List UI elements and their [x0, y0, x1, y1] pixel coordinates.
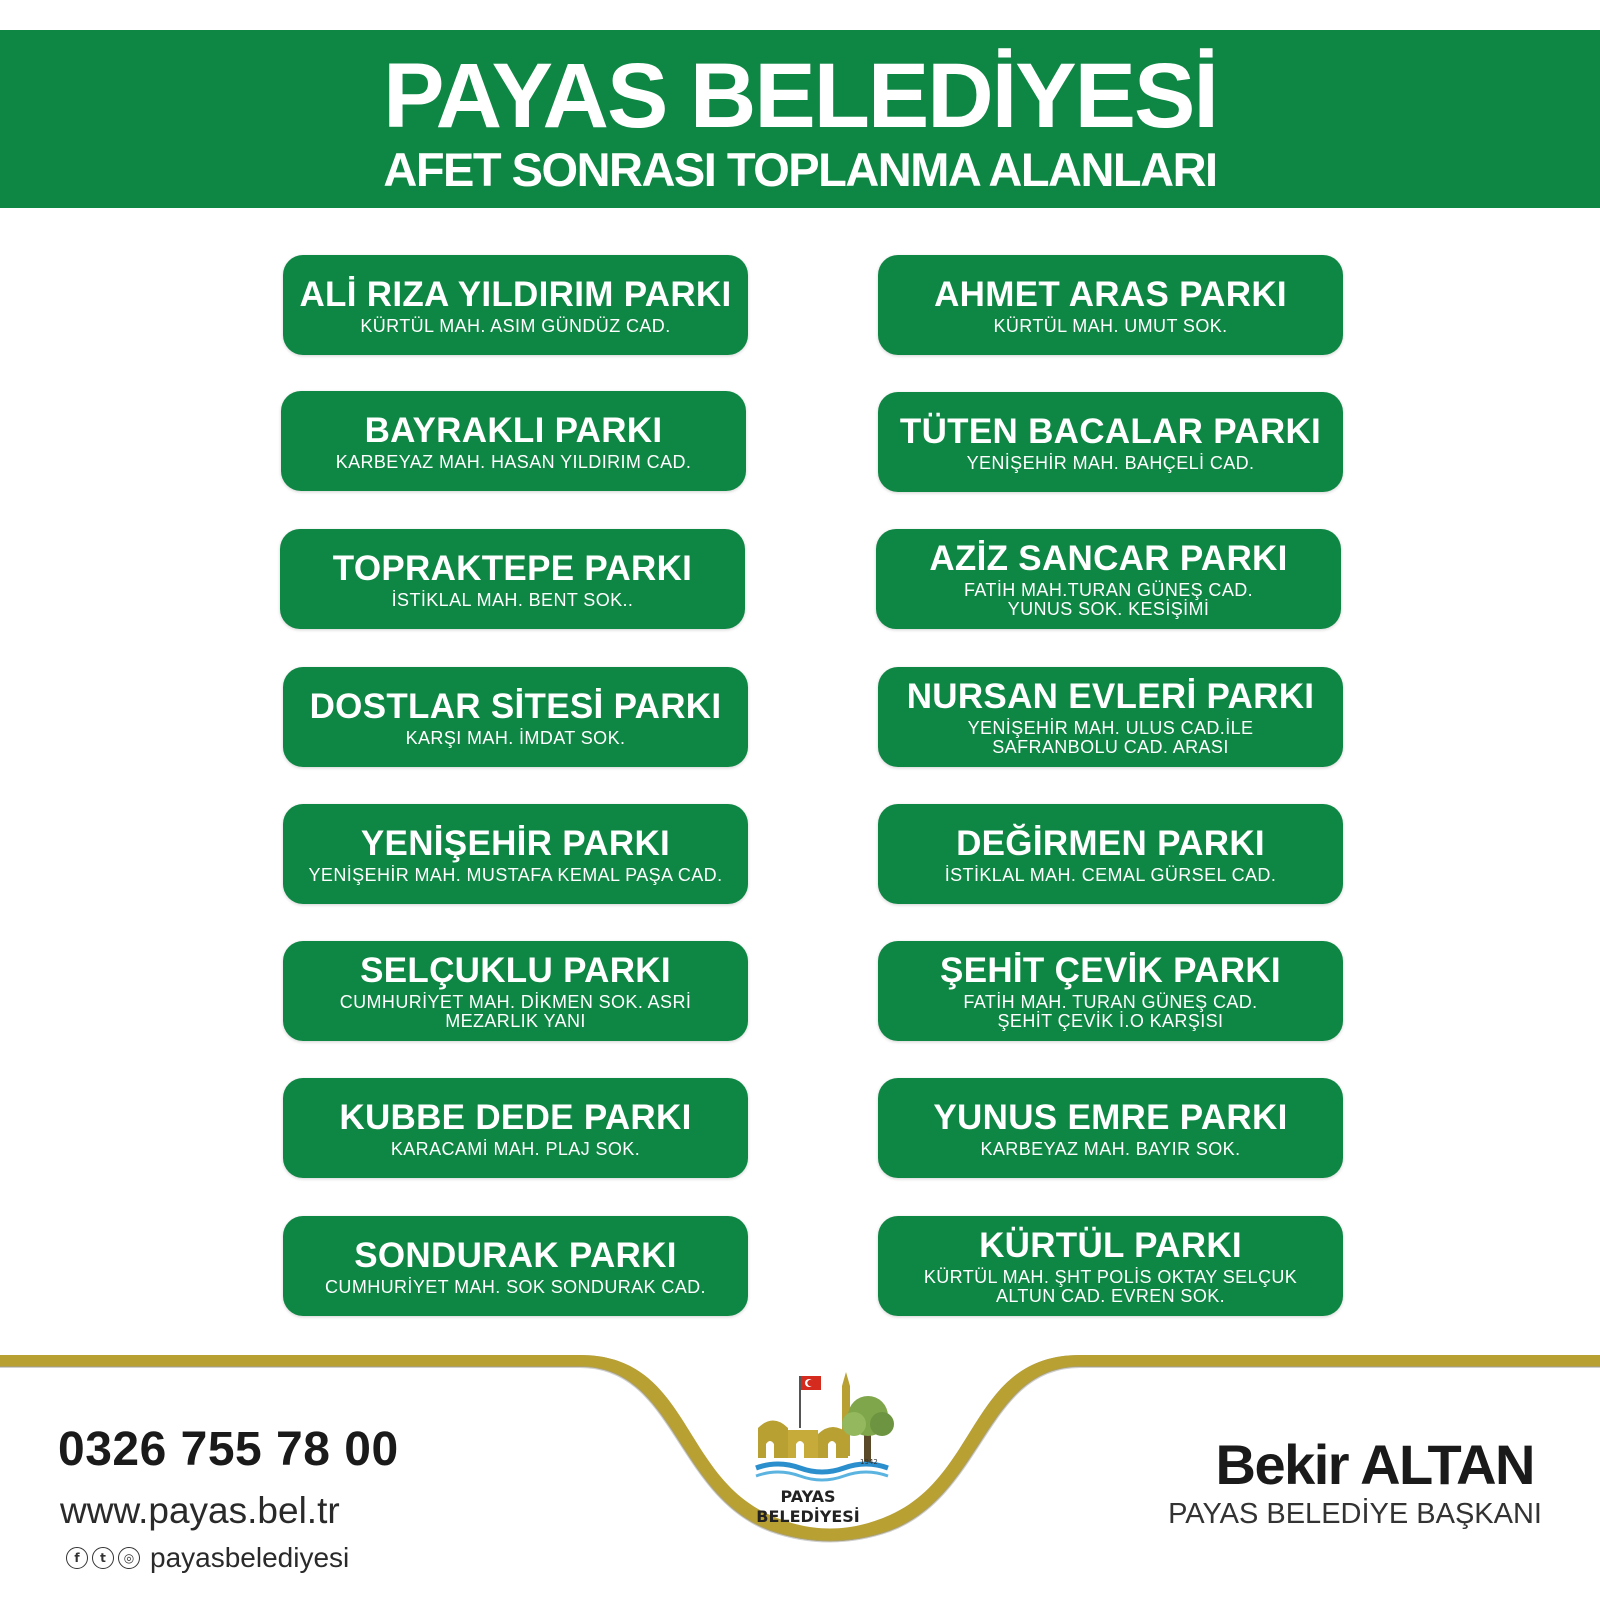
park-name: YENİŞEHİR PARKI: [360, 823, 671, 863]
park-address: İSTİKLAL MAH. CEMAL GÜRSEL CAD.: [944, 864, 1277, 885]
assembly-area-card: [283, 255, 748, 355]
mayor-name: Bekir ALTAN: [1215, 1433, 1534, 1496]
park-name: ŞEHİT ÇEVİK PARKI: [940, 951, 1281, 990]
assembly-area-card: [878, 804, 1343, 904]
park-name: KÜRTÜL PARKI: [979, 1226, 1242, 1265]
website-url[interactable]: www.payas.bel.tr: [60, 1490, 340, 1531]
assembly-area-card: [878, 1216, 1343, 1316]
park-address: YENİŞEHİR MAH. BAHÇELİ CAD.: [966, 452, 1255, 473]
facebook-icon[interactable]: f: [66, 1547, 88, 1569]
logo-text-belediyesi: BELEDİYESİ: [756, 1507, 860, 1526]
assembly-area-card: [878, 667, 1343, 767]
park-name: DOSTLAR SİTESİ PARKI: [309, 686, 722, 726]
park-address: FATİH MAH.TURAN GÜNEŞ CAD. YUNUS SOK. KESİŞİMİ: [963, 580, 1254, 619]
assembly-area-card: [876, 529, 1341, 629]
park-address: KÜRTÜL MAH. ŞHT POLİS OKTAY SELÇUK ALTUN CAD. EVREN SOK.: [923, 1267, 1298, 1306]
logo-year: 1942: [860, 1458, 878, 1466]
park-name: DEĞİRMEN PARKI: [956, 823, 1265, 863]
park-name: SONDURAK PARKI: [354, 1235, 677, 1275]
assembly-area-card: [878, 255, 1343, 355]
park-name: NURSAN EVLERİ PARKI: [906, 677, 1315, 716]
assembly-area-card: [283, 667, 748, 767]
park-name: KUBBE DEDE PARKI: [339, 1097, 692, 1137]
mayor-title: PAYAS BELEDİYE BAŞKANI: [1168, 1498, 1542, 1530]
park-name: TOPRAKTEPE PARKI: [332, 548, 693, 588]
instagram-icon[interactable]: ◎: [118, 1547, 140, 1569]
assembly-area-card: [283, 1216, 748, 1316]
park-address: FATİH MAH. TURAN GÜNEŞ CAD. ŞEHİT ÇEVİK İ.O KARŞISI: [963, 992, 1258, 1031]
phone-number: 0326 755 78 00: [58, 1423, 399, 1476]
park-address: İSTİKLAL MAH. BENT SOK..: [391, 589, 634, 610]
park-address: YENİŞEHİR MAH. ULUS CAD.İLE SAFRANBOLU CAD. ARASI: [967, 718, 1254, 757]
assembly-area-card: [878, 392, 1343, 492]
assembly-area-card: [280, 529, 745, 629]
park-address: CUMHURİYET MAH. DİKMEN SOK. ASRİ MEZARLIK YANI: [339, 992, 692, 1031]
social-media: [66, 1542, 349, 1574]
park-address: YENİŞEHİR MAH. MUSTAFA KEMAL PAŞA CAD.: [308, 864, 723, 885]
park-name: BAYRAKLI PARKI: [364, 410, 663, 450]
park-name: ALİ RIZA YILDIRIM PARKI: [299, 274, 732, 314]
twitter-icon[interactable]: t: [92, 1547, 114, 1569]
park-address: KARBEYAZ MAH. HASAN YILDIRIM CAD.: [335, 451, 692, 472]
park-address: KARBEYAZ MAH. BAYIR SOK.: [980, 1138, 1241, 1159]
page-subtitle: AFET SONRASI TOPLANMA ALANLARI: [383, 143, 1217, 196]
assembly-area-card: [281, 391, 746, 491]
park-name: AZİZ SANCAR PARKI: [929, 539, 1288, 578]
park-address: CUMHURİYET MAH. SOK SONDURAK CAD.: [325, 1276, 706, 1297]
park-address: KARŞI MAH. İMDAT SOK.: [405, 727, 626, 748]
assembly-area-card: [878, 941, 1343, 1041]
assembly-area-card: [283, 804, 748, 904]
page-title: PAYAS BELEDİYESİ: [383, 45, 1217, 147]
payas-belediyesi-logo: [748, 1368, 908, 1532]
park-address: KÜRTÜL MAH. ASIM GÜNDÜZ CAD.: [360, 315, 671, 336]
park-address: KÜRTÜL MAH. UMUT SOK.: [993, 315, 1228, 336]
logo-text-payas: PAYAS: [780, 1487, 836, 1506]
assembly-area-card: [878, 1078, 1343, 1178]
park-address: KARACAMİ MAH. PLAJ SOK.: [390, 1138, 641, 1159]
park-name: SELÇUKLU PARKI: [360, 951, 671, 990]
assembly-area-card: [283, 1078, 748, 1178]
park-name: TÜTEN BACALAR PARKI: [899, 411, 1322, 451]
park-name: YUNUS EMRE PARKI: [933, 1097, 1288, 1137]
park-name: AHMET ARAS PARKI: [934, 274, 1287, 314]
header-banner: [0, 30, 1600, 208]
assembly-area-card: [283, 941, 748, 1041]
social-handle: payasbelediyesi: [150, 1542, 350, 1573]
